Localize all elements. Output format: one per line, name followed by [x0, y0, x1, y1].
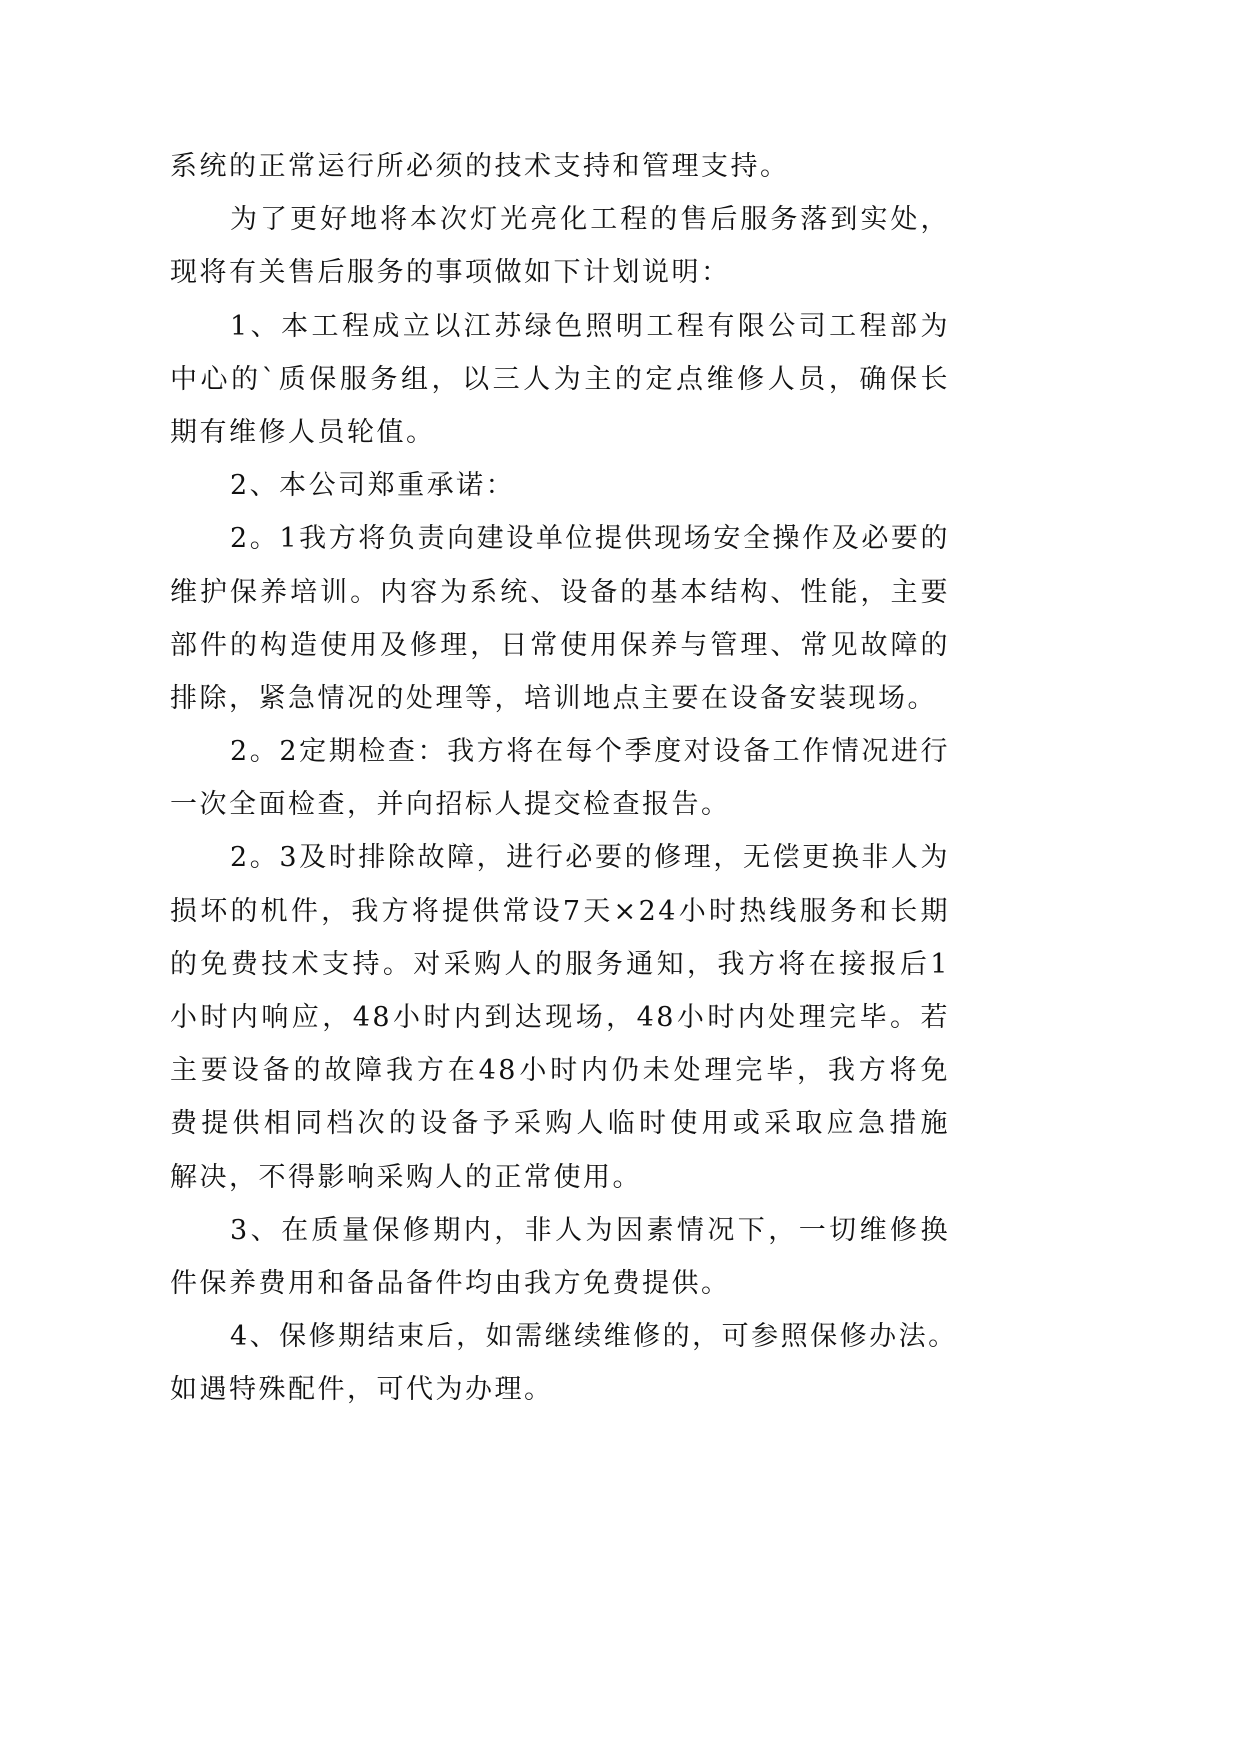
paragraph [170, 140, 950, 193]
text-line: 小时内响应，48小时内到达现场，48小时内处理完毕。若 [170, 1002, 950, 1033]
text-line: 主要设备的故障我方在48小时内仍未处理完毕，我方将免 [170, 1055, 950, 1087]
paragraph [170, 725, 950, 831]
text-line: 费提供相同档次的设备予采购人临时使用或采取应急措施 [170, 1108, 950, 1140]
text-line: 为了更好地将本次灯光亮化工程的售后服务落到实处， [230, 204, 950, 236]
text-line: 2。1我方将负责向建设单位提供现场安全操作及必要的 [230, 523, 950, 555]
paragraph [170, 300, 950, 460]
text-line: 4、保修期结束后，如需继续维修的，可参照保修办法。 [230, 1321, 958, 1353]
text-line: 一次全面检查，并向招标人提交检查报告。 [170, 789, 731, 821]
paragraph [170, 1310, 958, 1416]
paragraph [170, 1204, 950, 1310]
text-line: 损坏的机件，我方将提供常设7天×24小时热线服务和长期 [170, 895, 950, 927]
text-line: 部件的构造使用及修理，日常使用保养与管理、常见故障的 [170, 629, 950, 661]
body-text [170, 140, 958, 1417]
text-line: 2、本公司郑重承诺： [230, 470, 516, 502]
text-line: 1、本工程成立以江苏绿色照明工程有限公司工程部为 [230, 310, 950, 342]
text-line: 中心的`质保服务组，以三人为主的定点维修人员，确保长 [170, 363, 950, 395]
text-line: 2。3及时排除故障，进行必要的修理，无偿更换非人为 [230, 842, 950, 874]
paragraph [170, 831, 950, 1203]
text-line: 如遇特殊配件，可代为办理。 [170, 1374, 554, 1406]
text-line: 的免费技术支持。对采购人的服务通知，我方将在接报后1 [170, 948, 950, 980]
text-line: 维护保养培训。内容为系统、设备的基本结构、性能，主要 [170, 576, 950, 608]
text-line: 3、在质量保修期内，非人为因素情况下，一切维修换 [230, 1214, 950, 1246]
paragraph [170, 459, 950, 512]
text-line: 系统的正常运行所必须的技术支持和管理支持。 [170, 151, 790, 182]
text-line: 现将有关售后服务的事项做如下计划说明： [170, 257, 731, 289]
text-line: 排除，紧急情况的处理等，培训地点主要在设备安装现场。 [170, 682, 937, 714]
paragraph [170, 512, 950, 725]
paragraph [170, 193, 950, 299]
text-line: 件保养费用和备品备件均由我方免费提供。 [170, 1267, 731, 1299]
text-line: 解决，不得影响采购人的正常使用。 [170, 1161, 642, 1193]
text-line: 期有维修人员轮值。 [170, 416, 436, 448]
text-line: 2。2定期检查：我方将在每个季度对设备工作情况进行 [230, 736, 950, 768]
